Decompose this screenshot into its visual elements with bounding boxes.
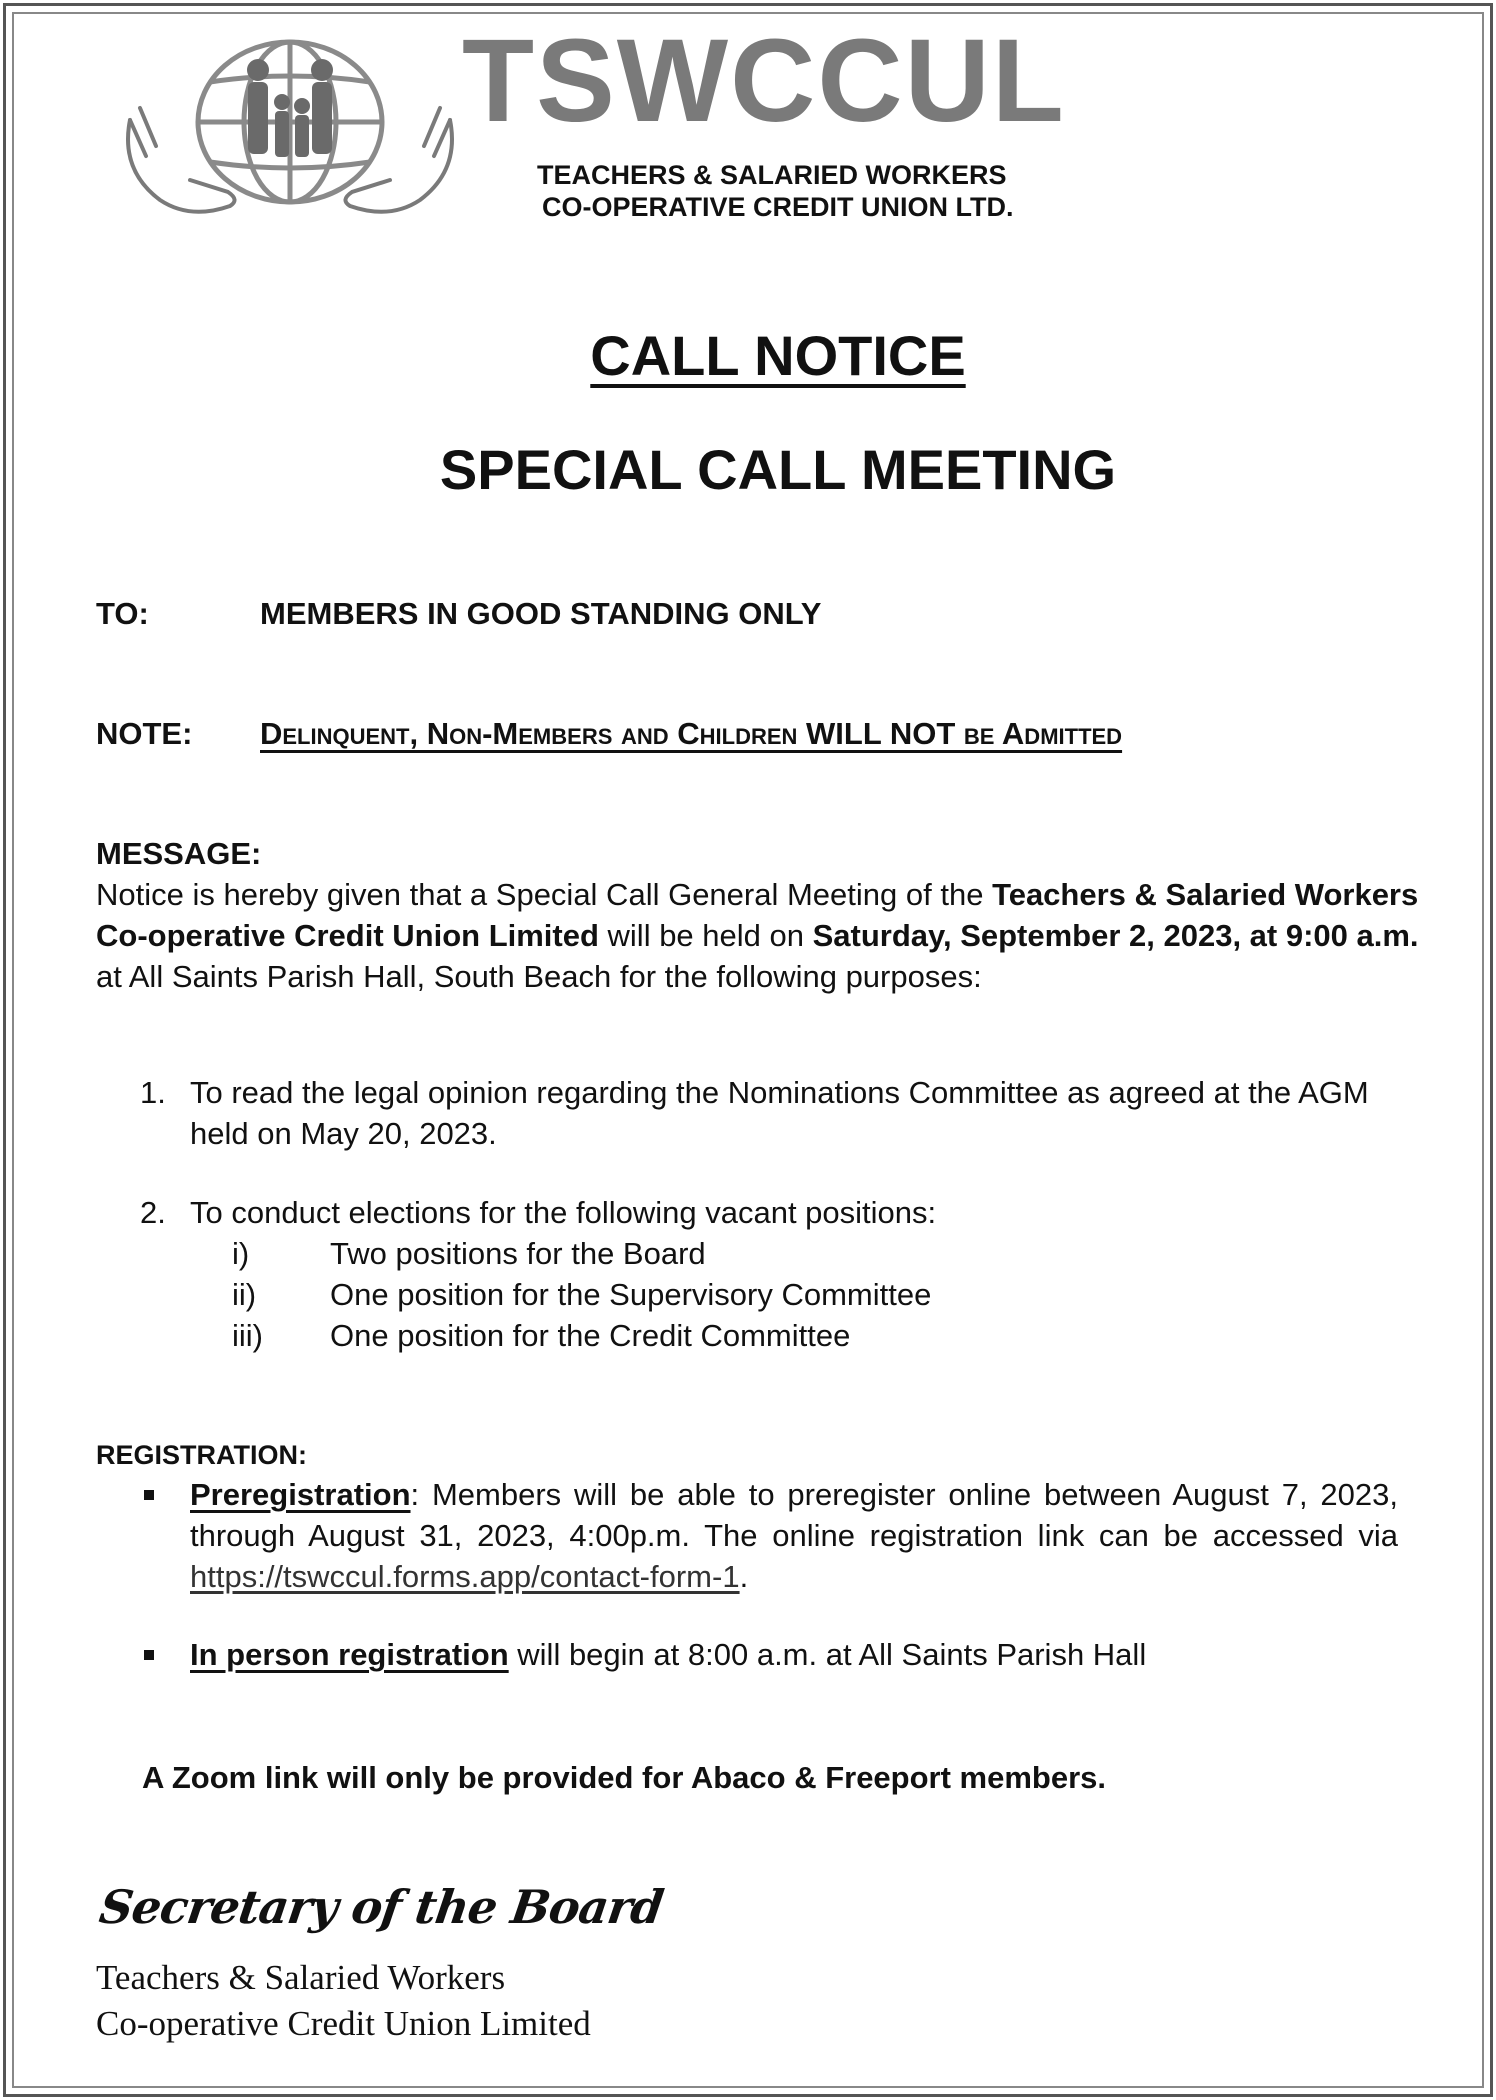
logo-subtitle-line2: CO-OPERATIVE CREDIT UNION LTD. — [542, 192, 1014, 222]
logo-subtitle-line1: TEACHERS & SALARIED WORKERS — [537, 160, 1007, 190]
globe-hands-icon — [110, 30, 470, 230]
message-intro: Notice is hereby given that a Special Call General Meeting of the — [96, 877, 993, 912]
square-bullet-icon — [144, 1650, 154, 1660]
purpose-text: To read the legal opinion regarding the Nominations Committee as agreed at the AGM held on May 20, 2023. — [190, 1075, 1369, 1151]
purpose-item — [140, 1072, 1400, 1154]
purpose-text: To conduct elections for the following vacant positions: — [190, 1195, 937, 1230]
vacancy-number: iii) — [232, 1318, 263, 1353]
purpose-number: 2. — [140, 1195, 166, 1230]
note-label: NOTE: — [96, 716, 193, 751]
note-value: Delinquent, Non-Members and Children WILL NOT be Admitted — [260, 716, 1123, 751]
vacancy-number: i) — [232, 1236, 250, 1271]
square-bullet-icon — [144, 1490, 154, 1500]
preregistration-item — [190, 1474, 1398, 1597]
purpose-number: 1. — [140, 1075, 166, 1110]
signature-org-line2: Co-operative Credit Union Limited — [96, 2004, 591, 2043]
to-label: TO: — [96, 596, 149, 631]
call-notice-heading — [0, 324, 1496, 387]
message-label: MESSAGE: — [96, 836, 262, 871]
call-notice-text: CALL NOTICE — [590, 324, 966, 387]
message-datetime: Saturday, September 2, 2023, at 9:00 a.m. — [812, 918, 1419, 953]
vacancy-text: One position for the Supervisory Committee — [330, 1277, 932, 1312]
zoom-note: A Zoom link will only be provided for Abaco & Freeport members. — [142, 1760, 1107, 1795]
preregistration-end: . — [739, 1559, 749, 1594]
vacancy-text: One position for the Credit Committee — [330, 1318, 851, 1353]
to-value: MEMBERS IN GOOD STANDING ONLY — [260, 596, 822, 631]
preregistration-text: : Members will be able to preregister online between August 7, 2023, through August 31, 2023, 4:00p.m. The online registration link can be accessed via — [190, 1477, 1398, 1553]
registration-link[interactable]: https://tswccul.forms.app/contact-form-1 — [190, 1559, 740, 1594]
inperson-text: will begin at 8:00 a.m. at All Saints Parish Hall — [508, 1637, 1147, 1672]
registration-label: REGISTRATION: — [96, 1440, 307, 1470]
signature-org-line1: Teachers & Salaried Workers — [96, 1958, 506, 1997]
message-outro: at All Saints Parish Hall, South Beach for the following purposes: — [96, 959, 982, 994]
inperson-registration-item — [190, 1634, 1398, 1675]
special-meeting-heading: SPECIAL CALL MEETING — [439, 438, 1117, 501]
vacancy-number: ii) — [232, 1277, 257, 1312]
message-mid: will be held on — [598, 918, 813, 953]
purpose-item — [140, 1192, 1400, 1233]
signature-title: Secretary of the Board — [96, 1880, 667, 1934]
message-body — [96, 874, 1436, 997]
message-org-name: Teachers & Salaried Workers Co-operative Credit Union Limited — [96, 877, 1419, 953]
inperson-heading: In person registration — [190, 1637, 509, 1672]
preregistration-heading: Preregistration — [190, 1477, 411, 1512]
vacancy-text: Two positions for the Board — [330, 1236, 706, 1271]
logo — [110, 15, 1170, 280]
logo-wordmark: TSWCCUL — [462, 15, 1066, 147]
